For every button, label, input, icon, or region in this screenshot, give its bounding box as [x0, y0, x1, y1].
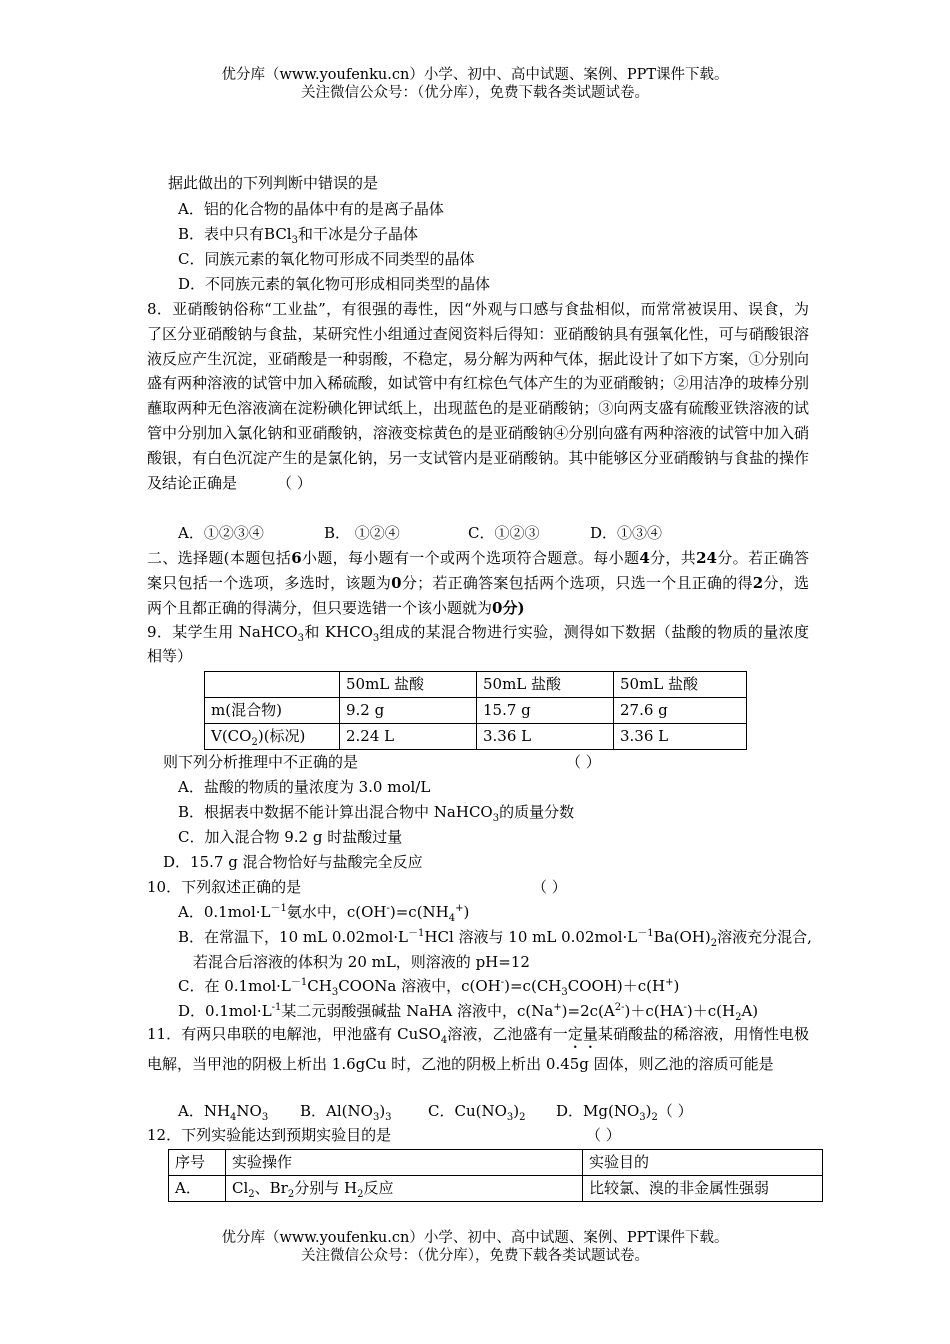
table-header-cell: 实验目的 — [583, 1150, 823, 1176]
table-cell: 2.24 L — [340, 724, 477, 750]
q9-data-table — [204, 671, 747, 750]
q11-option-a: A．$NH_4NO_3$ — [178, 1102, 269, 1123]
table-cell: A． — [169, 1176, 226, 1202]
emphasis-dots: 定量 — [567, 1025, 599, 1043]
q8-text: 8．亚硝酸钠俗称“工业盐”，有很强的毒性，因“外观与口感与食盐相似，而常常被误用、误食，为了区分亚硝酸钠与食盐，某研究性小组通过查阅资料后得知：亚硝酸钠具有强氧化性，可与硝酸银溶液反应产生沉淀，亚硝酸是一种弱酸，不稳定，易分解为两种气体，据此设计了如下方案，①分别向盛有两种溶液的试管中加入稀硫酸，如试管中有红棕色气体产生的为亚硝酸钠；②用洁净的玻棒分别蘸取两种无色溶液滴在淀粉碘化钾试纸上，出现蓝色的是亚硝酸钠；③向两支盛有硫酸亚铁溶液的试管中分别加入氯化钠和亚硝酸钠，溶液变棕黄色的是亚硝酸钠④分别向盛有两种溶液的试管中加入硝酸银，有白色沉淀产生的是氯化钠，另一支试管内是亚硝酸钠。其中能够区分亚硝酸钠与食盐的操作及结论正确是 （ ） — [147, 300, 809, 492]
table-cell — [205, 672, 340, 698]
q10-option-b-cont: 若混合后溶液的体积为 20 mL，则溶液的 pH=12 — [193, 953, 530, 971]
q10-option-a: A．$0.1mol\cdot L^{-1}$氨水中，$c(OH^-)=c(NH_4^+)$ — [178, 903, 470, 924]
table-cell: 3.36 L — [614, 724, 747, 750]
q10-option-b: B．在常温下，10 mL $0.02mol\cdot L^{-1}HCl$ 溶液与 10 mL $0.02mol\cdot L^{-1}Ba(OH)_2$溶液充分混合, — [178, 928, 812, 949]
header-line-1: 优分库（www.youfenku.cn）小学、初中、高中试题、案例、PPT课件下载。 — [221, 67, 729, 83]
table-row-label: m(混合物) — [205, 698, 340, 724]
page-header — [0, 66, 950, 102]
page-footer — [0, 1229, 950, 1265]
q8-option-a: A．①②③④ — [178, 524, 264, 542]
table-cell: 27.6 g — [614, 698, 747, 724]
table-row — [205, 698, 747, 724]
table-row — [205, 672, 747, 698]
q9-option-a: A．盐酸的物质的量浓度为 3.0 mol/L — [178, 778, 431, 796]
q9-stem: 9．某学生用 NaHCO$_3$和 $KHCO_3$组成的某混合物进行实验，测得如下数据（盐酸的物质的量浓度相等） — [147, 623, 809, 665]
q9-stem-2: 则下列分析推理中不正确的是 — [163, 753, 359, 771]
q10-option-d: D．$0.1mol\cdot L^{-1}$某二元弱酸强碱盐 NaHA 溶液中，$c(Na^+)=2c(A^{2-})+c(HA^-)+c(H_2A)$ — [178, 1002, 759, 1023]
q12-stem: 12．下列实验能达到预期实验目的是 — [147, 1126, 392, 1144]
table-cell: 9.2 g — [340, 698, 477, 724]
q9-answer-paren: （ ） — [566, 753, 601, 771]
table-row — [205, 724, 747, 750]
q9-option-c: C．加入混合物 9.2 g 时盐酸过量 — [178, 828, 403, 846]
q7-option-d: D．不同族元素的氧化物可形成相同类型的晶体 — [178, 275, 491, 293]
footer-line-1: 优分库（www.youfenku.cn）小学、初中、高中试题、案例、PPT课件下载。 — [221, 1230, 729, 1246]
q7-stem: 据此做出的下列判断中错误的是 — [168, 174, 379, 192]
footer-line-2: 关注微信公众号：（优分库），免费下载各类试题试卷。 — [301, 1248, 649, 1264]
q10-option-c: C．在 $0.1mol\cdot L^{-1}CH_3COONa$ 溶液中，$c(OH^-)=c(CH_3COOH)+c(H^+)$ — [178, 977, 680, 998]
table-row-label: $V(CO_2)$(标况) — [205, 724, 340, 750]
table-row — [169, 1176, 823, 1202]
q12-experiment-table — [168, 1149, 823, 1202]
table-header-cell: 50mL 盐酸 — [477, 672, 614, 698]
q12-answer-paren: （ ） — [586, 1126, 621, 1144]
table-cell: 15.7 g — [477, 698, 614, 724]
q11-stem: 11．有两只串联的电解池，甲池盛有 CuSO$_4$溶液，乙池盛有一定量某硝酸盐的稀溶液，用惰性电极电解，当甲池的阴极上析出 1.6gCu 时，乙池的阴极上析出 0.45g 固体，则乙池的溶质可能是 — [147, 1025, 809, 1073]
q7-option-b: B．表中只有BCl$_3$和干冰是分子晶体 — [178, 225, 418, 246]
table-row — [169, 1150, 823, 1176]
q8-option-d: D．①③④ — [590, 524, 663, 542]
header-line-2: 关注微信公众号：（优分库），免费下载各类试题试卷。 — [301, 85, 649, 101]
table-cell: $Cl_2$、$Br_2$分别与 $H_2$反应 — [226, 1176, 583, 1202]
q9-option-b: B．根据表中数据不能计算出混合物中 NaHCO$_3$的质量分数 — [178, 803, 575, 824]
table-header-cell: 实验操作 — [226, 1150, 583, 1176]
q11-option-c: C．$Cu(NO_3)_2$ — [428, 1102, 526, 1123]
q8-answer-paren: （ ） — [277, 473, 312, 492]
q11-answer-paren: （ ） — [657, 1102, 693, 1120]
q7-option-c: C．同族元素的氧化物可形成不同类型的晶体 — [178, 250, 475, 268]
table-cell: 比较氯、溴的非金属性强弱 — [583, 1176, 823, 1202]
q10-stem: 10．下列叙述正确的是 — [147, 878, 302, 896]
table-header-cell: 50mL 盐酸 — [614, 672, 747, 698]
q11-option-b: B．$Al(NO_3)_3$ — [300, 1102, 392, 1123]
q7-option-a: A．铝的化合物的晶体中有的是离子晶体 — [178, 200, 444, 218]
table-header-cell: 50mL 盐酸 — [340, 672, 477, 698]
table-cell: 3.36 L — [477, 724, 614, 750]
table-header-cell: 序号 — [169, 1150, 226, 1176]
section-2-instructions: 二、选择题(本题包括6小题，每小题有一个或两个选项符合题意。每小题4分，共24分。若正确答案只包括一个选项，多选时，该题为0分；若正确答案包括两个选项，只选一个且正确的得2分，选两个且都正确的得满分，但只要选错一个该小题就为0分) — [147, 549, 809, 617]
q8-option-b: B． ①②④ — [324, 524, 400, 542]
q10-answer-paren: （ ） — [532, 878, 567, 896]
q9-option-d: D．15.7 g 混合物恰好与盐酸完全反应 — [163, 853, 423, 871]
q8-option-c: C．①②③ — [468, 524, 540, 542]
q11-option-d: D．$Mg(NO_3)_2$（ ） — [556, 1102, 693, 1123]
